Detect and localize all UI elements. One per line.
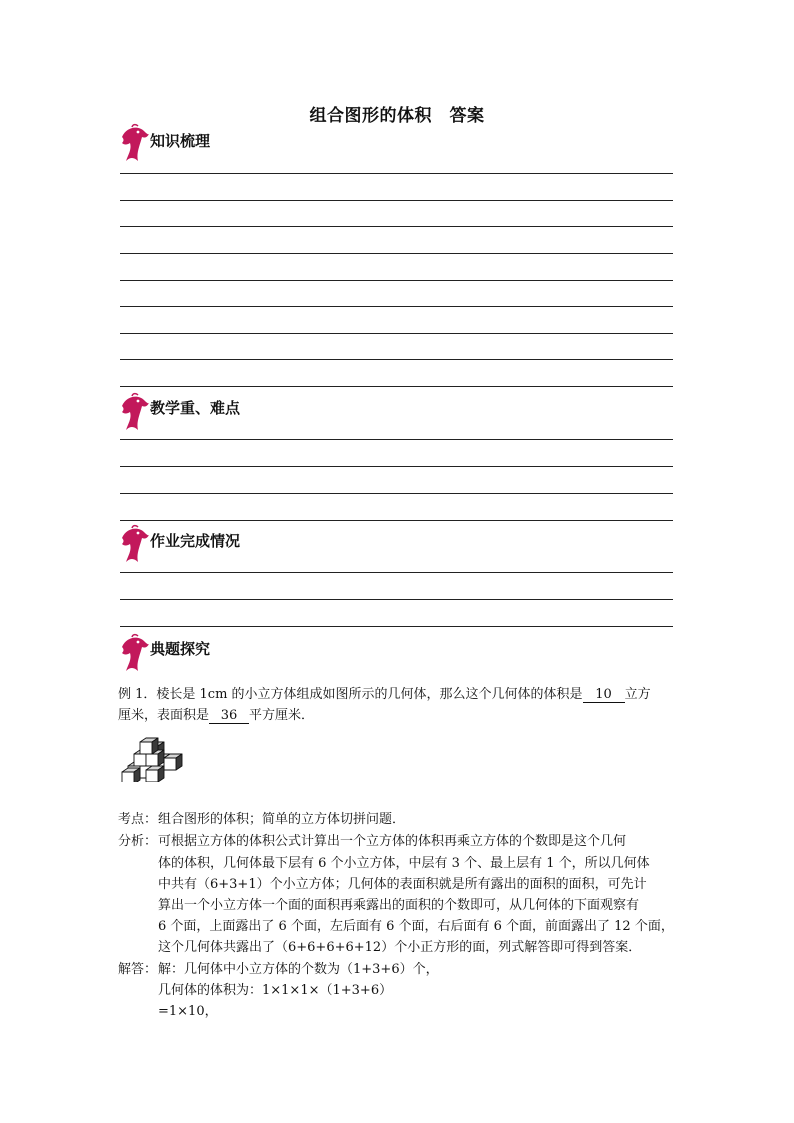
area-answer: 36 — [209, 708, 249, 724]
cube-front-face — [122, 772, 134, 782]
blank-line — [120, 253, 673, 254]
cube-front-face — [164, 758, 176, 770]
blank-line — [120, 386, 673, 387]
page-title: 组合图形的体积 答案 — [309, 106, 485, 126]
jieda-line: =1×10， — [158, 1004, 218, 1019]
example-1-line-2 — [118, 705, 678, 727]
blank-line — [120, 520, 673, 521]
cube-front-face — [140, 742, 152, 754]
example-1-text: 例 1．棱长是 1cm 的小立方体组成如图所示的几何体，那么这个几何体的体积是 — [118, 687, 583, 702]
section-title-knowledge: 知识梳理 — [150, 132, 211, 150]
example-1-unit: 立方 — [624, 687, 651, 702]
dolphin-icon — [116, 123, 150, 165]
fenxi-line: 6 个面，上面露出了 6 个面，左后面有 6 个面，右后面有 6 个面，前面露出了 12 个面， — [158, 919, 674, 934]
kaodian-text: 组合图形的体积；简单的立方体切拼问题． — [158, 812, 406, 827]
fenxi-line: 算出一个小立方体一个面的面积再乘露出的面积的个数即可，从几何体的下面观察有 — [158, 898, 640, 913]
cube-front-face — [134, 754, 146, 766]
cube-stack-figure — [120, 728, 188, 782]
blank-line — [120, 439, 673, 440]
dolphin-icon — [116, 524, 150, 566]
jieda-label: 解答： — [118, 962, 158, 977]
blank-line — [120, 280, 673, 281]
section-title-examples: 典题探究 — [150, 640, 211, 658]
blank-line — [120, 599, 673, 600]
dolphin-icon — [116, 392, 150, 434]
blank-line — [120, 173, 673, 174]
example-1-unit-2: 平方厘米． — [249, 708, 315, 723]
fenxi-line: 中共有（6+3+1）个小立方体；几何体的表面积就是所有露出的面积的面积，可先计 — [158, 877, 647, 892]
dolphin-icon — [116, 633, 150, 675]
blank-line — [120, 626, 673, 627]
blank-line — [120, 359, 673, 360]
volume-answer: 10 — [583, 687, 625, 703]
jieda-line: 解：几何体中小立方体的个数为（1+3+6）个， — [158, 962, 439, 977]
blank-line — [120, 572, 673, 573]
example-1-line-1 — [118, 684, 678, 706]
section-title-key-points: 教学重、难点 — [150, 399, 241, 417]
blank-line — [120, 466, 673, 467]
cube-front-face — [146, 770, 158, 782]
blank-line — [120, 306, 673, 307]
fenxi-line: 这个几何体共露出了（6+6+6+6+12）个小正方形的面，列式解答即可得到答案． — [158, 940, 642, 955]
blank-line — [120, 200, 673, 201]
fenxi-line: 体的体积，几何体最下层有 6 个小立方体，中层有 3 个、最上层有 1 个，所以几何体 — [158, 856, 650, 871]
fenxi-label: 分析： — [118, 834, 158, 849]
blank-line — [120, 493, 673, 494]
blank-line — [120, 333, 673, 334]
fenxi-line: 可根据立方体的体积公式计算出一个立方体的体积再乘立方体的个数即是这个几何 — [158, 834, 627, 849]
example-1-text-2: 厘米，表面积是 — [118, 708, 210, 723]
cube-front-face — [146, 754, 158, 766]
section-title-homework: 作业完成情况 — [150, 532, 241, 550]
blank-line — [120, 226, 673, 227]
jieda-line: 几何体的体积为：1×1×1×（1+3+6） — [158, 983, 393, 998]
kaodian-label: 考点： — [118, 812, 158, 827]
